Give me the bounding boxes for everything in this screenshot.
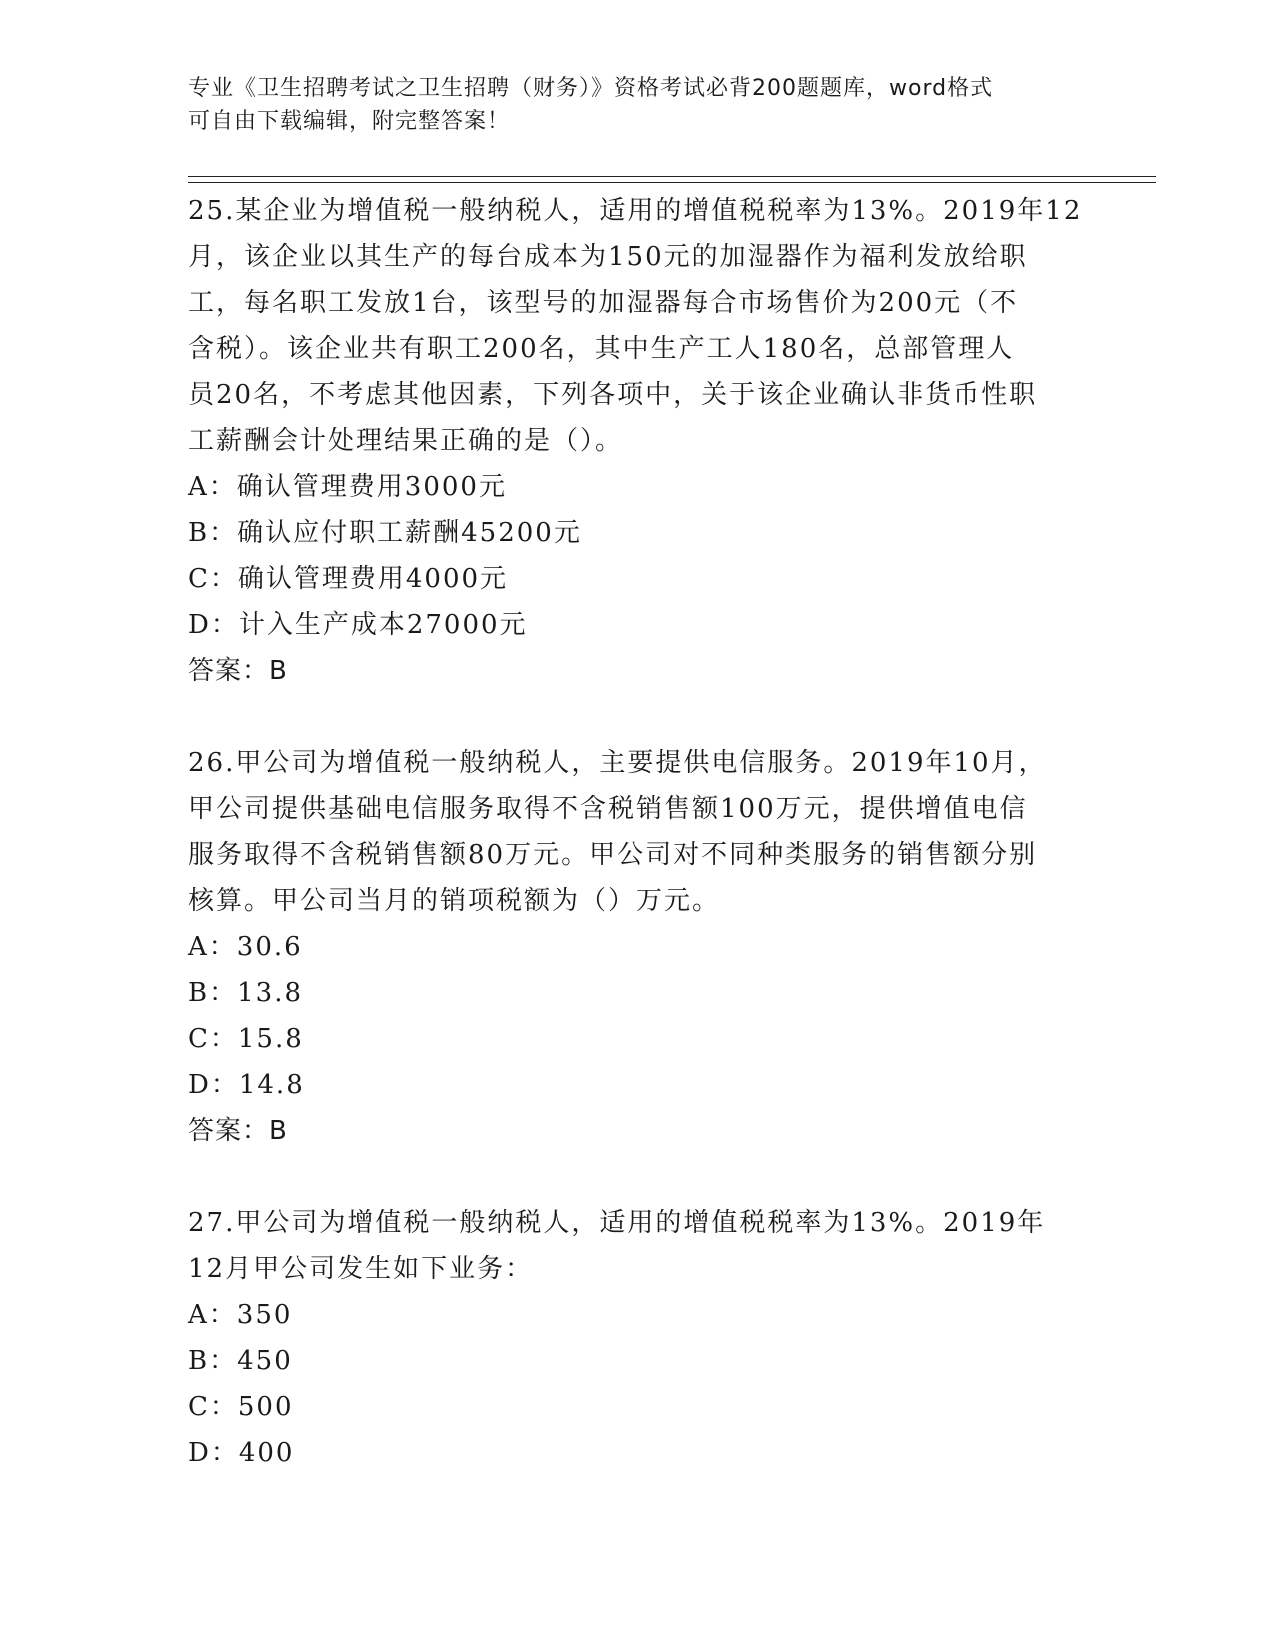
- header-divider-bottom: [188, 182, 1156, 183]
- question-text-line: 25.某企业为增值税一般纳税人，适用的增值税税率为13%。2019年12: [188, 196, 1083, 226]
- question-25: [188, 188, 1088, 694]
- question-text-line: 26.甲公司为增值税一般纳税人，主要提供电信服务。2019年10月，: [188, 748, 1047, 778]
- option-c: C：15.8: [188, 1024, 304, 1054]
- question-list: [188, 188, 1088, 1476]
- answer-line: 答案：B: [188, 656, 288, 686]
- answer-line: 答案：B: [188, 1116, 288, 1146]
- question-text-line: 核算。甲公司当月的销项税额为（）万元。: [188, 886, 721, 916]
- question-text-line: 甲公司提供基础电信服务取得不含税销售额100万元，提供增值电信: [188, 794, 1028, 824]
- question-text-line: 月，该企业以其生产的每台成本为150元的加湿器作为福利发放给职: [188, 242, 1028, 272]
- header-divider-top: [188, 176, 1156, 177]
- option-c: C：500: [188, 1392, 294, 1422]
- option-a: A：30.6: [188, 932, 303, 962]
- option-b: B：确认应付职工薪酬45200元: [188, 518, 582, 548]
- question-text-line: 27.甲公司为增值税一般纳税人，适用的增值税税率为13%。2019年: [188, 1208, 1046, 1238]
- document-header: [188, 72, 1088, 138]
- question-spacer: [188, 1154, 1088, 1200]
- option-d: D：400: [188, 1438, 295, 1468]
- option-d: D：14.8: [188, 1070, 305, 1100]
- question-text-line: 员20名，不考虑其他因素，下列各项中，关于该企业确认非货币性职: [188, 380, 1038, 410]
- question-27: [188, 1200, 1088, 1476]
- question-spacer: [188, 694, 1088, 740]
- option-c: C：确认管理费用4000元: [188, 564, 509, 594]
- question-text-line: 工，每名职工发放1台，该型号的加湿器每合市场售价为200元（不: [188, 288, 1019, 318]
- question-text-line: 服务取得不含税销售额80万元。甲公司对不同种类服务的销售额分别: [188, 840, 1038, 870]
- option-d: D：计入生产成本27000元: [188, 610, 528, 640]
- option-b: B：13.8: [188, 978, 303, 1008]
- option-a: A：确认管理费用3000元: [188, 472, 507, 502]
- option-a: A：350: [188, 1300, 293, 1330]
- header-line-2: 可自由下载编辑，附完整答案！: [188, 109, 511, 134]
- question-text-line: 工薪酬会计处理结果正确的是（）。: [188, 426, 624, 456]
- question-text-line: 含税）。该企业共有职工200名，其中生产工人180名，总部管理人: [188, 334, 1015, 364]
- header-line-1: 专业《卫生招聘考试之卫生招聘（财务）》资格考试必背200题题库，word格式: [188, 76, 994, 101]
- question-text-line: 12月甲公司发生如下业务：: [188, 1254, 534, 1284]
- option-b: B：450: [188, 1346, 293, 1376]
- question-26: [188, 740, 1088, 1154]
